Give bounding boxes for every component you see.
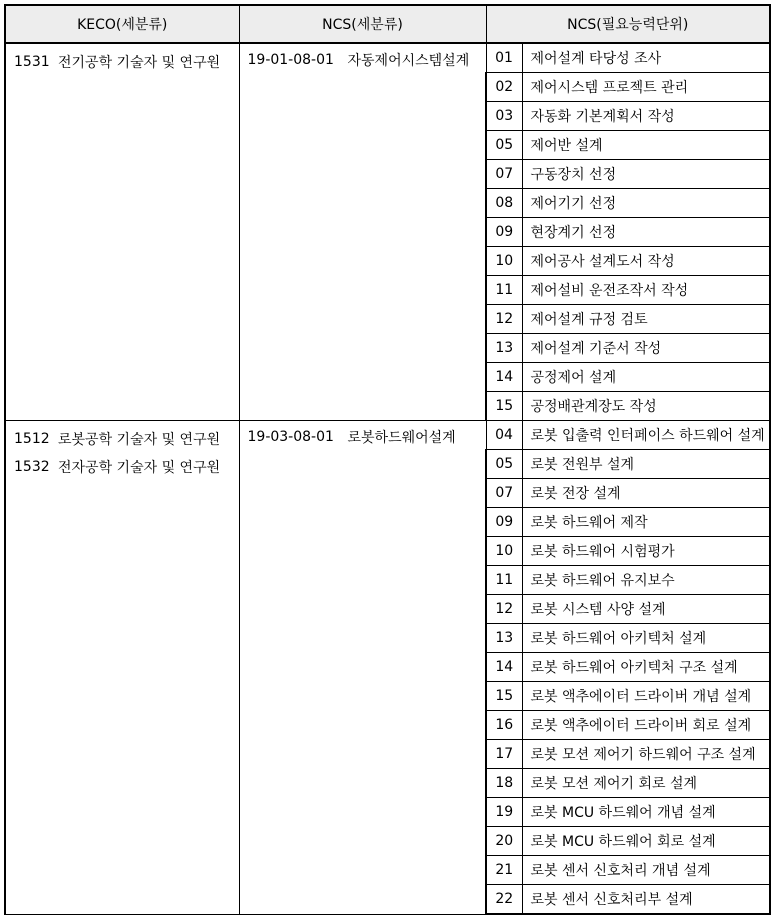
unit-code: 05 [486, 131, 522, 160]
unit-name: 공정배관계장도 작성 [522, 392, 770, 421]
unit-name: 제어설계 규정 검토 [522, 305, 770, 334]
unit-code: 11 [486, 276, 522, 305]
keco-ncs-mapping-table [4, 4, 771, 915]
unit-code: 13 [486, 624, 522, 653]
unit-code: 10 [486, 247, 522, 276]
keco-name: 전자공학 기술자 및 연구원 [58, 460, 221, 476]
header-units: NCS(필요능력단위) [486, 5, 770, 43]
ncs-code: 19-03-08-01 [247, 429, 334, 445]
ncs-name: 자동제어시스템설계 [347, 53, 470, 69]
unit-name: 제어설계 타당성 조사 [522, 43, 770, 73]
ncs-entry [240, 48, 486, 72]
unit-code: 08 [486, 189, 522, 218]
unit-code: 10 [486, 537, 522, 566]
unit-code: 16 [486, 711, 522, 740]
unit-name: 제어시스템 프로젝트 관리 [522, 73, 770, 102]
unit-name: 로봇 하드웨어 아키텍처 설계 [522, 624, 770, 653]
unit-name: 로봇 액추에이터 드라이버 회로 설계 [522, 711, 770, 740]
unit-name: 로봇 MCU 하드웨어 회로 설계 [522, 827, 770, 856]
unit-code: 14 [486, 653, 522, 682]
keco-entry [6, 453, 239, 481]
unit-code: 02 [486, 73, 522, 102]
unit-code: 20 [486, 827, 522, 856]
unit-name: 로봇 전장 설계 [522, 479, 770, 508]
keco-code: 1512 [14, 431, 50, 447]
table-body [5, 43, 770, 914]
unit-code: 07 [486, 160, 522, 189]
ncs-cell [239, 43, 486, 421]
unit-code: 22 [486, 885, 522, 915]
unit-name: 로봇 전원부 설계 [522, 450, 770, 479]
unit-name: 제어반 설계 [522, 131, 770, 160]
unit-code: 13 [486, 334, 522, 363]
keco-code: 1532 [14, 459, 50, 475]
unit-code: 05 [486, 450, 522, 479]
unit-code: 12 [486, 305, 522, 334]
unit-code: 12 [486, 595, 522, 624]
keco-code: 1531 [14, 54, 50, 70]
unit-name: 로봇 모션 제어기 회로 설계 [522, 769, 770, 798]
header-row [5, 5, 770, 43]
unit-code: 15 [486, 682, 522, 711]
unit-name: 로봇 모션 제어기 하드웨어 구조 설계 [522, 740, 770, 769]
keco-name: 전기공학 기술자 및 연구원 [58, 55, 221, 71]
unit-name: 현장계기 선정 [522, 218, 770, 247]
unit-code: 19 [486, 798, 522, 827]
unit-code: 18 [486, 769, 522, 798]
keco-entry [6, 425, 239, 453]
unit-name: 로봇 액추에이터 드라이버 개념 설계 [522, 682, 770, 711]
keco-name: 로봇공학 기술자 및 연구원 [58, 432, 221, 448]
keco-entry [6, 48, 239, 76]
unit-code: 03 [486, 102, 522, 131]
unit-name: 로봇 하드웨어 유지보수 [522, 566, 770, 595]
unit-name: 로봇 센서 신호처리 개념 설계 [522, 856, 770, 885]
keco-cell [5, 43, 239, 421]
ncs-name: 로봇하드웨어설계 [347, 430, 456, 446]
ncs-code: 19-01-08-01 [247, 52, 334, 68]
header-ncs: NCS(세분류) [239, 5, 486, 43]
unit-code: 14 [486, 363, 522, 392]
unit-code: 01 [486, 43, 522, 73]
unit-code: 21 [486, 856, 522, 885]
unit-name: 로봇 하드웨어 아키텍처 구조 설계 [522, 653, 770, 682]
unit-code: 04 [486, 421, 522, 450]
unit-code: 09 [486, 508, 522, 537]
unit-name: 로봇 하드웨어 제작 [522, 508, 770, 537]
unit-row [5, 43, 770, 73]
keco-cell [5, 421, 239, 915]
unit-name: 로봇 시스템 사양 설계 [522, 595, 770, 624]
ncs-cell [239, 421, 486, 915]
unit-name: 제어설비 운전조작서 작성 [522, 276, 770, 305]
unit-name: 로봇 하드웨어 시험평가 [522, 537, 770, 566]
unit-code: 11 [486, 566, 522, 595]
unit-name: 공정제어 설계 [522, 363, 770, 392]
unit-code: 15 [486, 392, 522, 421]
unit-name: 구동장치 선정 [522, 160, 770, 189]
ncs-entry [240, 425, 486, 449]
unit-name: 자동화 기본계획서 작성 [522, 102, 770, 131]
unit-code: 09 [486, 218, 522, 247]
unit-name: 로봇 입출력 인터페이스 하드웨어 설계 [522, 421, 770, 450]
unit-code: 07 [486, 479, 522, 508]
unit-name: 로봇 MCU 하드웨어 개념 설계 [522, 798, 770, 827]
unit-name: 제어설계 기준서 작성 [522, 334, 770, 363]
unit-name: 제어공사 설계도서 작성 [522, 247, 770, 276]
unit-name: 로봇 센서 신호처리부 설계 [522, 885, 770, 915]
unit-row [5, 421, 770, 450]
unit-code: 17 [486, 740, 522, 769]
unit-name: 제어기기 선정 [522, 189, 770, 218]
header-keco: KECO(세분류) [5, 5, 239, 43]
